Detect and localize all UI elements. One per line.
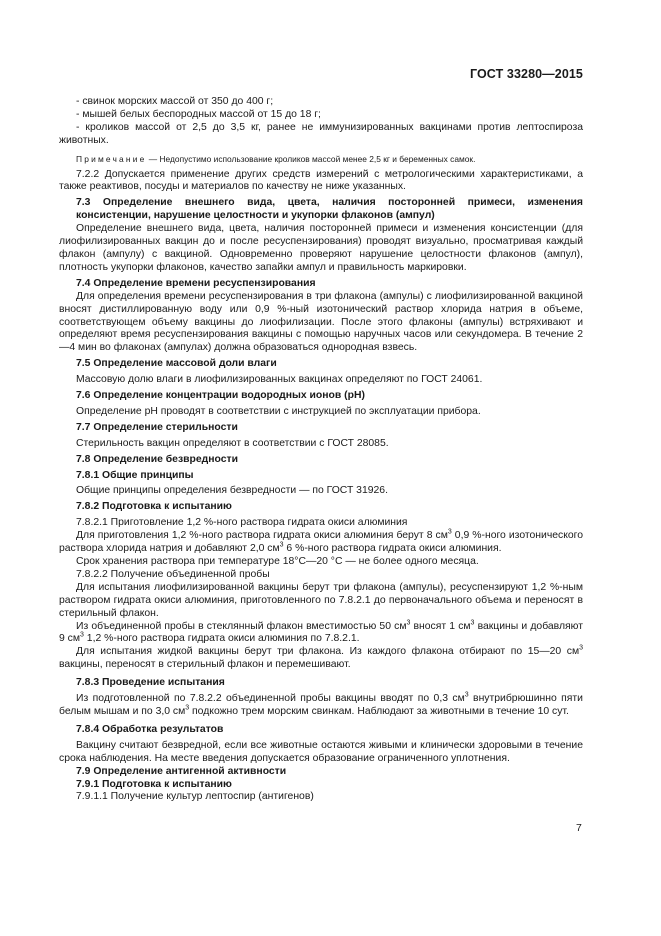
paragraph-7-8-2-1: 7.8.2.1 Приготовление 1,2 %-ного раствора гидрата окиси алюминия [76, 517, 408, 529]
heading-7-3: 7.3 Определение внешнего вида, цвета, наличия посторонней примеси, изменения консистенции, нарушение целостности и укупорки флаконов (ампул) [76, 197, 583, 222]
list-item: - кроликов массой от 2,5 до 3,5 кг, ранее не иммунизированных вакцинами против лептоспироза животных. [59, 121, 583, 146]
paragraph-7-8-2-2: 7.8.2.2 Получение объединенной пробы [76, 568, 270, 580]
heading-7-7: 7.7 Определение стерильности [76, 421, 238, 433]
document-body [59, 96, 583, 804]
heading-7-8: 7.8 Определение безвредности [76, 453, 238, 465]
heading-7-6: 7.6 Определение концентрации водородных ионов (pH) [76, 390, 365, 402]
heading-7-8-2: 7.8.2 Подготовка к испытанию [76, 501, 232, 513]
page-number: 7 [576, 822, 582, 834]
heading-7-8-3: 7.8.3 Проведение испытания [76, 677, 225, 689]
heading-7-5: 7.5 Определение массовой доли влаги [76, 358, 277, 370]
paragraph-7-9-1-1: 7.9.1.1 Получение культур лептоспир (антигенов) [76, 791, 314, 803]
list-item: - свинок морских массой от 350 до 400 г; [76, 96, 274, 107]
paragraph-7-6: Определение pH проводят в соответствии с инструкцией по эксплуатации прибора. [76, 405, 481, 417]
paragraph-7-4: Для определения времени ресуспензирования в три флакона (ампулы) с лиофилизированной вакциной вносят дистиллированную воду или 0,9 %-ный изотонический раствор хлорида натрия в объеме, соответствующем объему вакцины до лиофилизации. После этого флаконы (ампулы) встряхивают и определяют время ресуспензирования вакцины с помощью наручных часов или секундомера. В течение 2—4 мин во флаконах (ампулах) должна образоваться однородная взвесь. [59, 290, 583, 354]
paragraph-7-8-3: Из подготовленной по 7.8.2.2 объединенной пробы вакцины вводят по 0,3 $см^3$ внутрибрюшинно пяти белым мышам и по 3,0 $см^3$ подкожно трем морским свинкам. Наблюдают за животными в течение 10 сут. [59, 691, 583, 717]
heading-7-8-4: 7.8.4 Обработка результатов [76, 723, 224, 735]
paragraph-storage: Срок хранения раствора при температуре 18°С—20 °С — не более одного месяца. [76, 556, 479, 567]
paragraph-7-8-2-2-body: Для испытания лиофилизированной вакцины берут три флакона (ампулы), ресуспензируют 1,2 %-ным раствором гидрата окиси алюминия, приготовленного по 7.8.2.1 до первоначального объема и переносят в стерильный флакон. [59, 581, 583, 619]
paragraph-7-8-2-2-sample: Из объединенной пробы в стеклянный флакон вместимостью 50 $см^3$ вносят 1 $см^3$ вакцины и добавляют 9 $см^3$ 1,2 %-ного раствора гидрата окиси алюминия по 7.8.2.1. [59, 619, 583, 645]
paragraph-7-8-2-1-body: Для приготовления 1,2 %-ного раствора гидрата окиси алюминия берут 8 $см^3$ 0,9 %-ного изотонического раствора хлорида натрия и добавляют 2,0 $см^3$ 6 %-ного раствора гидрата окиси алюминия. [59, 528, 583, 555]
list-item: - мышей белых беспородных массой от 15 до 18 г; [76, 108, 321, 120]
note-label: Примечание [76, 153, 147, 164]
paragraph-7-7: Стерильность вакцин определяют в соответствии с ГОСТ 28085. [76, 437, 389, 449]
heading-7-8-1: 7.8.1 Общие принципы [76, 469, 194, 481]
paragraph-7-3: Определение внешнего вида, цвета, наличия посторонней примеси и изменения консистенции (для лиофилизированных вакцин до и после ресуспензирования) проводят визуально, просматривая каждый флакон (ампулу) с вакциной. Одновременно проверяют нарушение целостности флаконов (ампул), плотность укупорки флаконов, качество запайки ампул и правильность маркировки. [59, 223, 583, 273]
document-header: ГОСТ 33280—2015 [469, 67, 583, 81]
note [59, 153, 583, 166]
heading-7-9-1: 7.9.1 Подготовка к испытанию [76, 778, 232, 790]
heading-7-9: 7.9 Определение антигенной активности [76, 765, 287, 777]
heading-7-4: 7.4 Определение времени ресуспензирования [76, 277, 316, 289]
paragraph-7-2-2: 7.2.2 Допускается применение других средств измерений с метрологическими характеристиками, а также реактивов, посуды и материалов по качеству не ниже указанных. [59, 168, 583, 193]
paragraph-7-8-1: Общие принципы определения безвредности — по ГОСТ 31926. [76, 485, 388, 497]
paragraph-7-8-2-2-liquid: Для испытания жидкой вакцины берут три флакона. Из каждого флакона отбирают по 15—20 $см^3$ вакцины, переносят в стерильный флакон и перемешивают. [59, 644, 583, 671]
paragraph-7-5: Массовую долю влаги в лиофилизированных вакцинах определяют по ГОСТ 24061. [76, 374, 483, 386]
paragraph-7-8-4: Вакцину считают безвредной, если все животные остаются живыми и клинически здоровыми в течение срока наблюдения. На месте введения допускается образование ограниченного уплотнения. [59, 739, 583, 764]
note-text: — Недопустимо использование кроликов массой менее 2,5 кг и беременных самок. [146, 153, 476, 164]
